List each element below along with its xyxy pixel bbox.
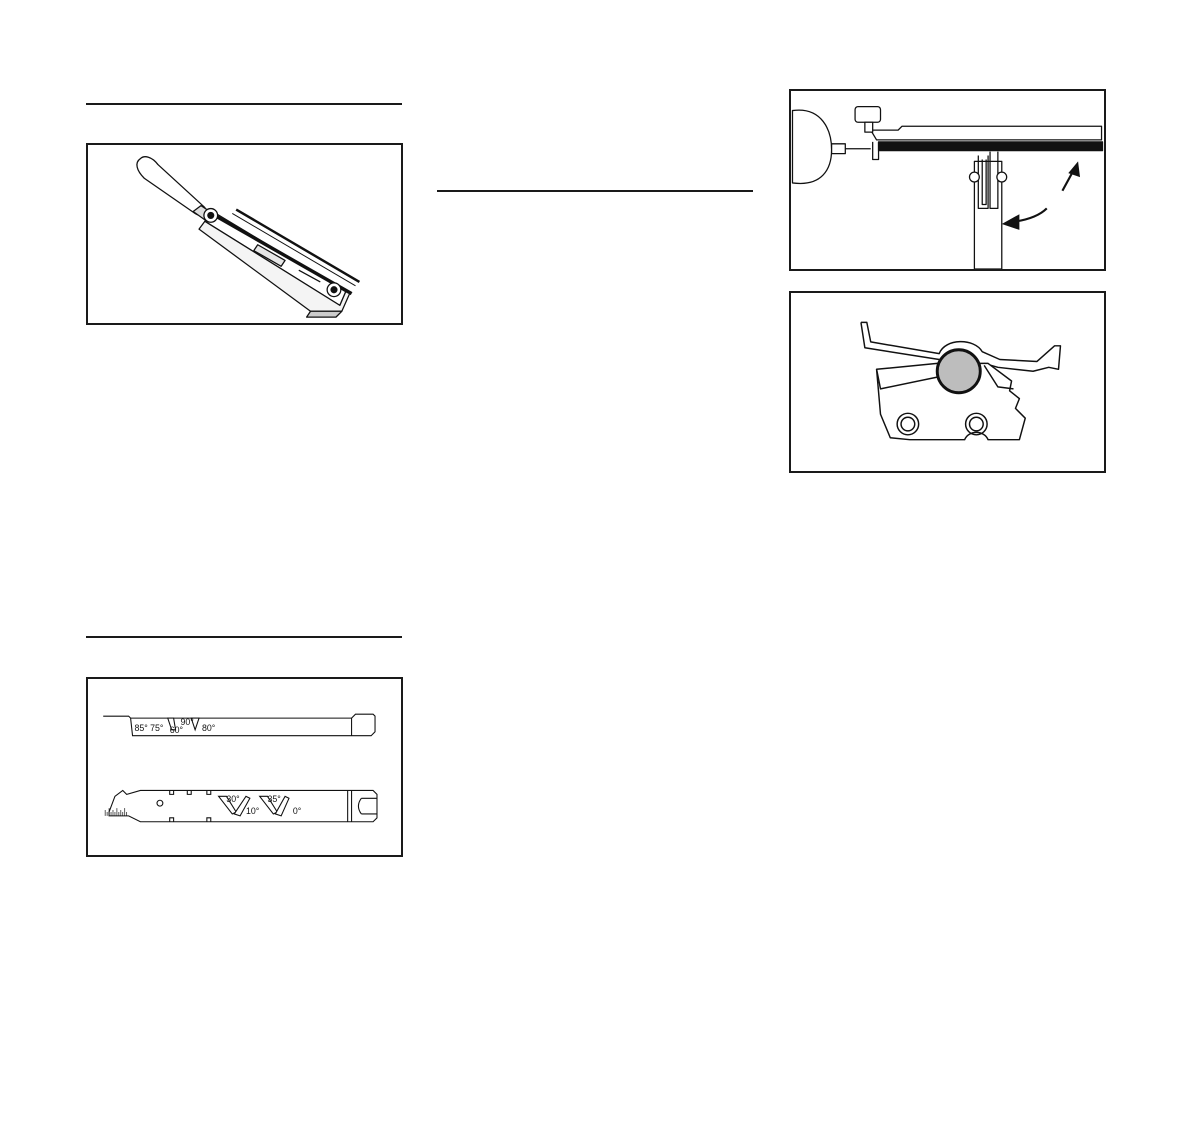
file-holder-illustration — [88, 145, 401, 323]
bottom-gauge-label-0: 0° — [292, 805, 302, 816]
bottom-gauge-label-35: 35° — [267, 794, 281, 805]
bottom-gauge-label-10: 10° — [245, 805, 260, 816]
top-gauge-label-90: 90° — [180, 716, 194, 727]
figure-file-holder — [86, 143, 403, 325]
top-gauge-label-60: 60° — [169, 724, 184, 735]
section-rule-top-left — [86, 103, 402, 105]
figure-file-on-bar — [789, 89, 1106, 271]
figure-file-on-cutter — [789, 291, 1106, 473]
bottom-gauge-label-30: 30° — [226, 794, 240, 805]
section-rule-bottom-left — [86, 636, 402, 638]
filing-gauge-illustration — [88, 679, 401, 855]
figure-filing-gauge — [86, 677, 403, 857]
top-gauge-label-80: 80° — [201, 722, 216, 733]
file-on-guide-bar-illustration — [791, 91, 1104, 269]
top-gauge-label-75: 75° — [150, 722, 164, 733]
section-rule-middle-column — [437, 190, 753, 192]
file-on-cutter-illustration — [791, 293, 1104, 471]
top-gauge-label-85: 85° — [134, 722, 148, 733]
